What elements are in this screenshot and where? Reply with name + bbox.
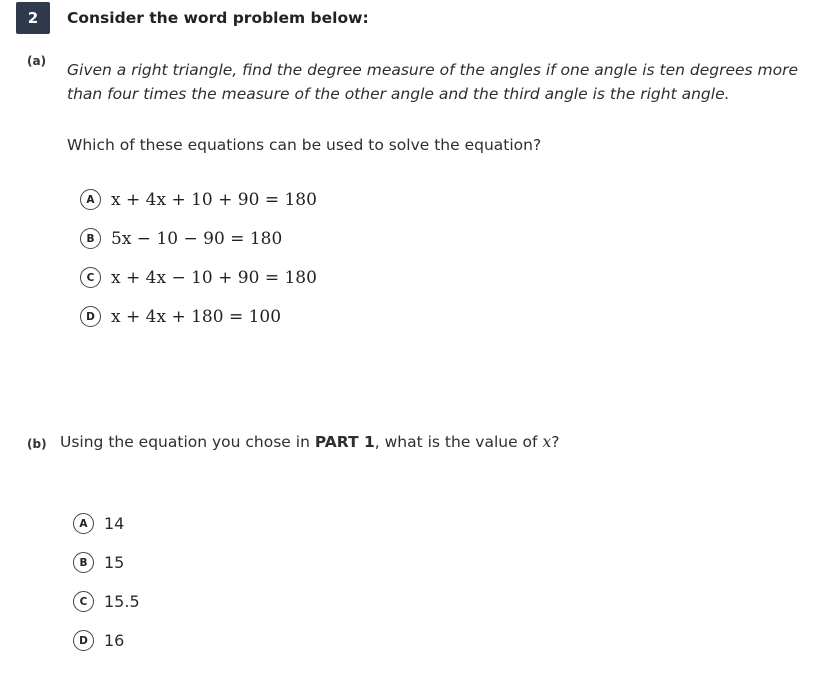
choice-value: 15 xyxy=(104,553,125,572)
part-a-label: (a) xyxy=(27,54,47,68)
part-a-choice-d[interactable] xyxy=(80,306,281,327)
part-b-choice-d[interactable] xyxy=(73,630,124,651)
choice-letter-bubble[interactable]: D xyxy=(80,306,101,327)
choice-value: 14 xyxy=(104,514,125,533)
part-a-prompt: Which of these equations can be used to solve the equation? xyxy=(67,136,542,154)
choice-equation: x + 4x + 180 = 100 xyxy=(111,306,282,327)
part-b-prompt xyxy=(60,433,559,451)
choice-letter-bubble[interactable]: B xyxy=(80,228,101,249)
choice-equation: x + 4x + 10 + 90 = 180 xyxy=(111,189,317,210)
part-a-choice-c[interactable] xyxy=(80,267,317,288)
choice-letter-bubble[interactable]: B xyxy=(73,552,94,573)
prompt-text-end: , what is the value of xyxy=(374,433,543,451)
part-b-choice-a[interactable] xyxy=(73,513,124,534)
prompt-bold-text: PART 1 xyxy=(314,433,375,451)
word-problem-text: Given a right triangle, find the degree measure of the angles if one angle is ten degrees more than four times the measure of the other angle and the third angle is the right angle. xyxy=(67,61,799,103)
choice-letter-bubble[interactable]: A xyxy=(73,513,94,534)
choice-value: 16 xyxy=(104,631,125,650)
choice-letter-bubble[interactable]: C xyxy=(80,267,101,288)
choice-letter-bubble[interactable]: C xyxy=(73,591,94,612)
part-b-choice-c[interactable] xyxy=(73,591,140,612)
prompt-variable: x xyxy=(542,433,552,451)
choice-equation: x + 4x − 10 + 90 = 180 xyxy=(111,267,317,288)
choice-equation: 5x − 10 − 90 = 180 xyxy=(111,228,283,249)
choice-letter-bubble[interactable]: D xyxy=(73,630,94,651)
part-a-choice-a[interactable] xyxy=(80,189,317,210)
prompt-text-start: Using the equation you chose in xyxy=(60,433,315,451)
choice-letter-bubble[interactable]: A xyxy=(80,189,101,210)
choice-value: 15.5 xyxy=(104,592,140,611)
part-b-label: (b) xyxy=(27,437,47,451)
part-a-choice-b[interactable] xyxy=(80,228,282,249)
question-number-badge: 2 xyxy=(16,2,50,34)
part-b-choice-b[interactable] xyxy=(73,552,124,573)
prompt-question-mark: ? xyxy=(551,433,560,451)
question-title: Consider the word problem below: xyxy=(67,9,369,27)
